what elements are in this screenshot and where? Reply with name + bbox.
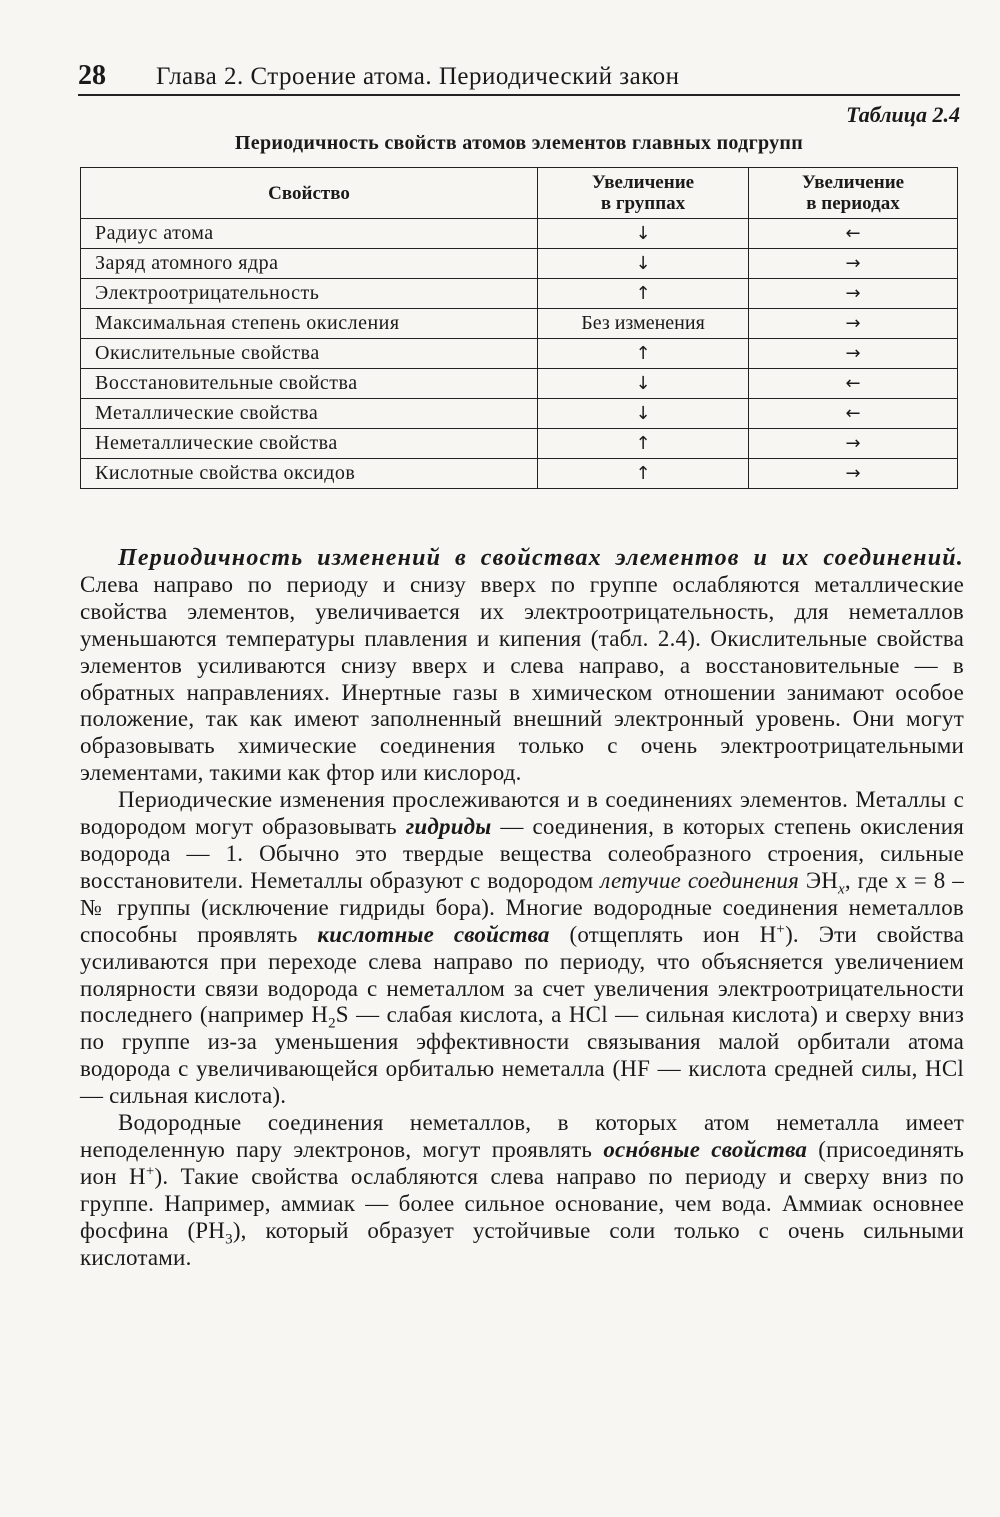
- cell-groups: ↑: [538, 279, 749, 309]
- table-row: [81, 429, 958, 459]
- column-header-periods: [749, 168, 958, 219]
- cell-periods: ←: [749, 219, 958, 249]
- cell-property: Восстановительные свойства: [81, 369, 538, 399]
- table-row: [81, 399, 958, 429]
- p2-text-g: ). Эти свойства усиливаются при переходе слева направо по периоду, что объясняется увеличением полярности связи водорода с неметаллом за счет увеличения электроотрицательности последнего (например H: [80, 921, 965, 1028]
- subscript-3: 3: [225, 1231, 233, 1248]
- properties-table: [80, 167, 958, 489]
- p2-text-h: S — слабая кислота, а HCl — сильная кислота) и сверху вниз по группе из-за уменьшения эффективности связывания малой орбитали атома водорода с увеличивающейся орбиталью неметалла (HF — кислота средней силы, HCl — сильная кислота).: [80, 1002, 964, 1109]
- subscript-x: x: [838, 881, 845, 898]
- cell-periods: →: [749, 429, 958, 459]
- page-number: 28: [78, 60, 106, 91]
- paragraph-1: [80, 545, 964, 787]
- cell-groups: ↓: [538, 249, 749, 279]
- cell-property: Заряд атомного ядра: [81, 249, 538, 279]
- subscript-2: 2: [328, 1016, 336, 1032]
- p2-text-b: — соединения, в которых степень окисления водорода — 1. Обычно это твердые вещества солеобразного строения, сильные восстановители. Неметаллы образуют с водородом: [80, 814, 965, 893]
- term-volatile-compounds: летучие соединения: [600, 867, 800, 893]
- cell-periods: →: [749, 459, 958, 489]
- table-caption: Таблица 2.4: [846, 102, 960, 127]
- term-hydrides: гидриды: [405, 814, 492, 840]
- table-row: [81, 459, 958, 489]
- cell-periods: →: [749, 309, 958, 339]
- table-row: [81, 249, 958, 279]
- p3-text-d: ), который образует устойчивые соли только с очень сильными кислотами.: [80, 1217, 964, 1270]
- superscript-plus: +: [145, 1163, 155, 1180]
- running-title: Глава 2. Строение атома. Периодический закон: [156, 63, 680, 90]
- column-header-periods-line1: Увеличение: [801, 172, 905, 193]
- column-header-groups-line2: в группах: [600, 193, 686, 214]
- table-row: [81, 369, 958, 399]
- formula-x: x = 8 – № группы: [80, 867, 964, 920]
- cell-periods: ←: [749, 399, 958, 429]
- cell-groups: ↓: [538, 369, 749, 399]
- p2-text-a: Периодические изменения прослеживаются и в соединениях элементов. Металлы с водородом могут образовывать: [80, 787, 964, 840]
- cell-groups: Без изменения: [538, 309, 749, 339]
- p2-text-f: (отщеплять ион H: [549, 921, 777, 947]
- cell-periods: ←: [749, 369, 958, 399]
- p3-text-b: (присоединять ион H: [80, 1136, 965, 1189]
- cell-groups: ↑: [538, 429, 749, 459]
- term-acidic-properties: кислотные свойства: [317, 921, 550, 947]
- cell-groups: ↓: [538, 219, 749, 249]
- table-header-row: [81, 168, 958, 219]
- table-row: [81, 339, 958, 369]
- table-row: [81, 279, 958, 309]
- paragraph-1-text: Слева направо по периоду и снизу вверх по группе ослабляются металлические свойства элементов, увеличивается их электроотрицательность, для неметаллов уменьшаются температуры плавления и кипения (табл. 2.4). Окислительные свойства элементов усиливаются снизу вверх и слева направо, а восстановительные — в обратных направлениях. Инертные газы в химическом отношении занимают особое положение, так как имеют заполненный внешний электронный уровень. Они могут образовывать химические соединения только с очень электроотрицательными элементами, такими как фтор или кислород.: [80, 571, 964, 786]
- column-header-periods-line2: в периодах: [806, 193, 900, 214]
- column-header-groups-line1: Увеличение: [591, 172, 695, 193]
- paragraph-1-heading: Периодичность изменений в свойствах элементов и их соединений.: [118, 545, 964, 571]
- p2-text-e: (исключение гидриды бора). Многие водородные соединения неметаллов способны проявлять: [80, 894, 964, 947]
- cell-property: Окислительные свойства: [81, 339, 538, 369]
- column-header-groups: [538, 168, 749, 219]
- cell-property: Радиус атома: [81, 219, 538, 249]
- cell-property: Максимальная степень окисления: [81, 309, 538, 339]
- cell-property: Электроотрицательность: [81, 279, 538, 309]
- cell-groups: ↑: [538, 459, 749, 489]
- p3-text-a: Водородные соединения неметаллов, в которых атом неметалла имеет неподеленную пару электронов, могут проявлять: [80, 1110, 964, 1162]
- table-title: Периодичность свойств атомов элементов главных подгрупп: [234, 132, 804, 154]
- table-row: [81, 219, 958, 249]
- cell-periods: →: [749, 249, 958, 279]
- cell-groups: ↓: [538, 399, 749, 429]
- page-header: [78, 58, 960, 96]
- cell-property: Неметаллические свойства: [81, 429, 538, 459]
- cell-property: Металлические свойства: [81, 399, 538, 429]
- cell-property: Кислотные свойства оксидов: [81, 459, 538, 489]
- cell-periods: →: [749, 339, 958, 369]
- term-basic-properties: оснóвные свойства: [603, 1136, 808, 1162]
- paragraph-2: [80, 787, 964, 1110]
- p2-text-c: ЭН: [799, 867, 839, 893]
- cell-groups: ↑: [538, 339, 749, 369]
- p2-text-d: , где: [844, 867, 896, 893]
- p3-text-c: ). Такие свойства ослабляются слева направо по периоду и сверху вниз по группе. Например, аммиак — более сильное основание, чем вода. Аммиак основнее фосфина (PH: [80, 1163, 964, 1243]
- superscript-plus: +: [776, 921, 786, 938]
- body-text: [80, 545, 964, 1271]
- cell-periods: →: [749, 279, 958, 309]
- column-header-property: Свойство: [81, 168, 538, 219]
- paragraph-3: [80, 1110, 964, 1271]
- table-row: [81, 309, 958, 339]
